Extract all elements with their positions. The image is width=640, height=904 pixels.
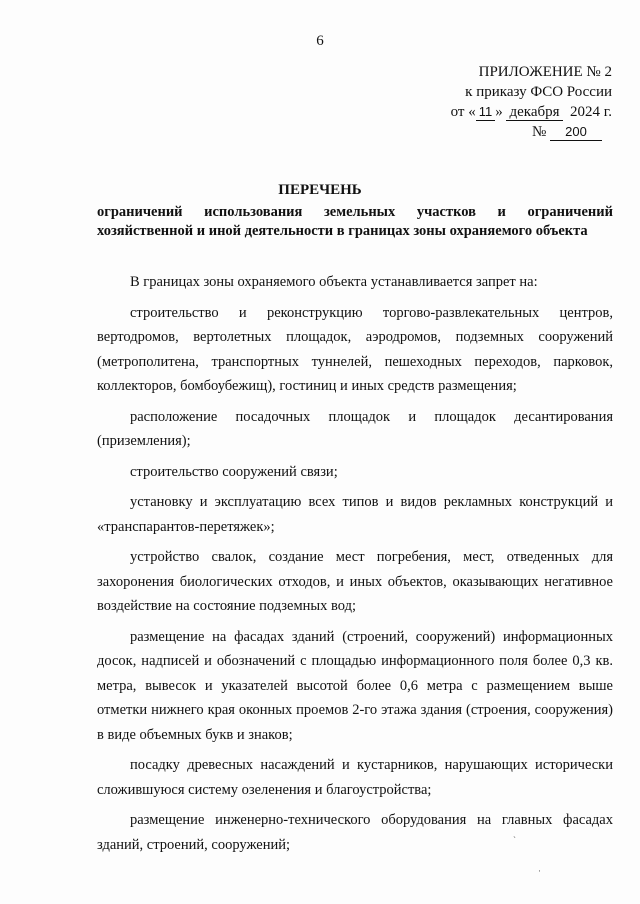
appendix-order: к приказу ФСО России [465,84,612,100]
date-month: декабря [506,104,562,121]
list-paragraph: расположение посадочных площадок и площадок десантирования (приземления); [97,408,613,449]
subtitle-word: ограничений [527,204,613,220]
number-prefix: № [531,124,547,140]
scan-speck: ˎ [513,828,516,838]
subtitle-line-2: хозяйственной и иной деятельности в границах зоны охраняемого объекта [97,223,588,239]
subtitle-line-1 [97,203,613,222]
appendix-date [412,102,612,122]
document-subtitle [97,203,613,241]
intro-paragraph: В границах зоны охраняемого объекта устанавливается запрет на: [130,274,538,290]
list-paragraph: посадку древесных насаждений и кустарников, нарушающих исторически сложившуюся систему озеленения и благоустройства; [97,757,613,798]
appendix-title: ПРИЛОЖЕНИЕ № 2 [478,64,612,80]
subtitle-word: земельных [323,204,396,220]
list-paragraph: размещение инженерно-технического оборудования на главных фасадах зданий, строений, сооружений; [97,812,613,853]
date-year: 2024 г. [570,104,612,120]
date-day: 11 [476,104,496,121]
list-paragraph: устройство свалок, создание мест погребения, мест, отведенных для захоронения биологических отходов, и иных объектов, оказывающих негативное воздействие на состояние подземных вод; [97,549,613,614]
date-mid: » [495,104,503,120]
subtitle-word: ограничений [97,204,183,220]
document-body [97,270,613,863]
subtitle-word: участков [416,204,476,220]
subtitle-word: использования [204,204,303,220]
document-title: ПЕРЕЧЕНЬ [278,182,362,198]
subtitle-word: и [497,204,506,220]
list-paragraph: строительство и реконструкцию торгово-развлекательных центров, вертодромов, вертолетных площадок, аэродромов, подземных сооружений (метрополитена, транспортных туннелей, пешеходных переходов, парковок, коллекторов, бомбоубежищ), гостиниц и иных средств размещения; [97,304,613,394]
appendix-block [412,62,612,142]
appendix-number [412,122,612,142]
list-paragraph: установку и эксплуатацию всех типов и видов рекламных конструкций и «транспарантов-перетяжек»; [97,494,613,535]
scan-speck: · [538,866,541,876]
number-value: 200 [550,124,602,141]
list-paragraph: строительство сооружений связи; [130,463,338,480]
list-paragraph: размещение на фасадах зданий (строений, сооружений) информационных досок, надписей и обозначений с площадью информационного поля более 0,3 кв. метра, вывесок и указателей высотой более 0,6 метра с размещением выше отметки нижнего края оконных проемов 2-го этажа здания (строения, сооружения) в виде объемных букв и знаков; [97,628,613,743]
page-number: 6 [316,33,324,49]
date-prefix: от « [450,104,476,120]
